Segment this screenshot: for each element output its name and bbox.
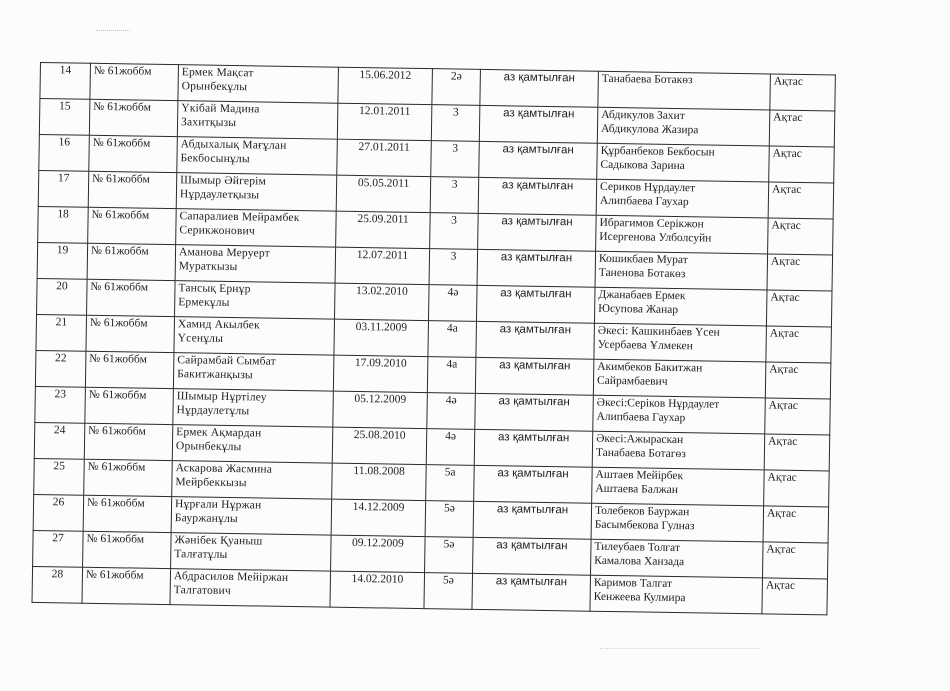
student-patronymic: Бауржанұлы [174, 512, 238, 526]
birth-date-cell: 05.05.2011 [336, 175, 431, 212]
student-patronymic: Талгатович [173, 584, 232, 598]
status-cell: аз қамтылған [473, 537, 592, 575]
school-cell: № 61жоббм [88, 171, 177, 208]
birth-date-cell: 15.06.2012 [338, 67, 433, 104]
parents-cell [598, 71, 771, 110]
row-number: 17 [38, 170, 89, 207]
class-cell: 2ә [432, 69, 481, 106]
student-name: Тансық Ернұр [178, 282, 251, 296]
parent-line-2: Сайрамбаевич [596, 374, 668, 388]
roster-body [32, 63, 835, 615]
class-cell: 3 [430, 177, 479, 214]
row-number: 28 [32, 566, 83, 603]
student-patronymic: Үсенұлы [177, 332, 224, 345]
school-cell: № 61жоббм [88, 207, 177, 244]
student-name: Нұрғали Нұржан [174, 498, 262, 512]
student-name-cell [173, 389, 334, 428]
student-name-cell [173, 353, 334, 392]
parent-line-2: Аштаева Балжан [595, 482, 678, 497]
row-number: 21 [36, 314, 87, 351]
parent-line-1: Абдикулов Захит [601, 108, 685, 123]
parents-cell [596, 179, 769, 218]
student-name-cell [178, 65, 339, 104]
student-name: Үкібай Мадина [181, 102, 260, 116]
parent-line-1: Әкесі:Серіков Нұрдаулет [596, 396, 720, 411]
student-patronymic: Захитқызы [180, 116, 237, 130]
student-patronymic: Ермекұлы [178, 296, 230, 310]
parent-line-1: Джанабаев Ермек [598, 288, 686, 303]
student-name: Аманова Меруерт [178, 246, 270, 260]
student-name-cell [177, 137, 338, 176]
status-cell: аз қамтылған [476, 321, 595, 359]
class-cell: 3 [429, 249, 478, 286]
row-number: 25 [34, 458, 85, 495]
student-patronymic: Бакитжанқызы [177, 368, 254, 382]
student-patronymic: Орынбекұлы [181, 80, 248, 94]
student-name: Ермек Мақсат [181, 66, 254, 80]
class-cell: 3 [431, 141, 480, 178]
status-cell: аз қамтылған [477, 249, 596, 287]
birth-date-cell: 27.01.2011 [337, 139, 432, 176]
parent-line-2: Басымбекова Гулназ [594, 518, 695, 533]
parent-line-1: Аштаев Мейірбек [595, 468, 684, 483]
student-name: Шымыр Әйгерім [180, 174, 267, 188]
birth-date-cell: 13.02.2010 [334, 283, 429, 320]
school-cell: № 61жоббм [90, 63, 179, 100]
status-cell: аз қамтылған [479, 105, 598, 143]
student-name: Аскарова Жасмина [175, 462, 273, 476]
locality-cell: Ақтас [765, 398, 831, 435]
school-cell: № 61жоббм [87, 243, 176, 280]
student-name: Абдыхалық Мағұлан [180, 138, 287, 152]
student-name: Сапаралиев Мейрамбек [179, 210, 300, 225]
school-cell: № 61жоббм [86, 315, 175, 352]
locality-cell: Ақтас [768, 182, 834, 219]
parent-line-1: Толебеков Бауржан [594, 504, 690, 519]
status-cell: аз қамтылған [473, 501, 592, 539]
locality-cell: Ақтас [764, 434, 830, 471]
row-number: 18 [38, 206, 89, 243]
row-number: 27 [33, 530, 84, 567]
school-cell: № 61жоббм [82, 567, 171, 604]
parent-line-2: Таненова Ботакөз [598, 266, 686, 281]
student-name: Хамид Акылбек [177, 318, 260, 332]
student-name-cell [175, 281, 336, 320]
class-cell: 3 [431, 105, 480, 142]
locality-cell: Ақтас [769, 110, 835, 147]
student-patronymic: Бекбосынұлы [180, 152, 250, 166]
parents-cell [591, 503, 764, 542]
student-name: Шымыр Нұртілеу [176, 390, 267, 404]
parents-cell [594, 287, 767, 326]
parents-cell [591, 539, 764, 578]
class-cell: 4а [428, 321, 477, 358]
birth-date-cell: 03.11.2009 [334, 319, 429, 356]
status-cell: аз қамтылған [480, 69, 599, 107]
class-cell: 5а [426, 465, 475, 502]
parent-line-2: Абдикулова Жазира [600, 122, 699, 137]
student-patronymic: Мураткызы [178, 260, 238, 274]
student-roster-table [32, 62, 836, 615]
student-name-cell [170, 569, 331, 608]
parents-cell [597, 143, 770, 182]
student-name-cell [176, 173, 337, 212]
student-name: Жәнібек Қуаныш [174, 534, 263, 548]
student-patronymic: Нұрдаулетқызы [179, 188, 260, 202]
parents-cell [596, 215, 769, 254]
status-cell: аз қамтылған [472, 573, 591, 611]
student-patronymic: Серикжонович [179, 224, 255, 238]
parents-cell [592, 431, 765, 470]
parent-line-1: Тилеубаев Толгат [594, 540, 681, 555]
student-name-cell [172, 461, 333, 500]
parent-line-2: Юсупова Жанар [598, 302, 679, 317]
parents-cell [597, 107, 770, 146]
student-name-cell [171, 497, 332, 536]
status-cell: аз қамтылған [474, 429, 593, 467]
student-patronymic: Мейрбеккызы [175, 476, 247, 490]
parent-line-1: Каримов Талгат [593, 576, 673, 590]
scan-artifact [96, 30, 130, 35]
school-cell: № 61жоббм [85, 351, 174, 388]
row-number: 14 [40, 63, 91, 100]
locality-cell: Ақтас [768, 218, 834, 255]
row-number: 15 [39, 99, 90, 136]
locality-cell: Ақтас [766, 326, 832, 363]
row-number: 16 [39, 134, 90, 171]
school-cell: № 61жоббм [83, 495, 172, 532]
birth-date-cell: 12.07.2011 [335, 247, 430, 284]
locality-cell: Ақтас [765, 362, 831, 399]
parent-line-2: Алипбаева Гаухар [599, 194, 689, 209]
parent-line-1: Кошикбаев Мурат [598, 252, 688, 267]
school-cell: № 61жоббм [84, 459, 173, 496]
student-name-cell [171, 533, 332, 572]
student-patronymic: Нұрдаулетұлы [176, 404, 250, 418]
parent-line-1: Әкесі:Ажыраскан [596, 432, 684, 447]
row-number: 20 [37, 278, 88, 315]
status-cell: аз қамтылған [474, 465, 593, 503]
status-cell: аз қамтылған [478, 213, 597, 251]
locality-cell: Ақтас [763, 506, 829, 543]
class-cell: 4ә [426, 429, 475, 466]
parent-line-2: Камалова Ханзада [594, 554, 685, 569]
class-cell: 5ә [425, 537, 474, 574]
student-name: Абдрасилов Мейіржан [173, 570, 289, 584]
status-cell: аз қамтылған [478, 177, 597, 215]
row-number: 26 [33, 494, 84, 531]
parent-line-1: Ибрагимов Серікжон [599, 216, 704, 231]
school-cell: № 61жоббм [83, 531, 172, 568]
locality-cell: Ақтас [762, 578, 828, 615]
parents-cell [595, 251, 768, 290]
student-name-cell [174, 317, 335, 356]
birth-date-cell: 25.09.2011 [336, 211, 431, 248]
student-name: Ермек Ақмардан [176, 426, 262, 440]
class-cell: 5ә [424, 573, 473, 610]
parents-cell [594, 323, 767, 362]
parent-line-1: Әкесі: Кашкинбаев Үсен [597, 324, 720, 339]
locality-cell: Ақтас [770, 74, 836, 111]
locality-cell: Ақтас [764, 470, 830, 507]
birth-date-cell: 14.02.2010 [330, 571, 425, 608]
parents-cell [593, 359, 766, 398]
parent-line-1: Құрбанбеков Бекбосын [600, 144, 715, 159]
parent-line-2: Исергенова Улболсуйн [599, 230, 712, 245]
school-cell: № 61жоббм [89, 135, 178, 172]
class-cell: 4ә [427, 393, 476, 430]
locality-cell: Ақтас [769, 146, 835, 183]
row-number: 24 [34, 422, 85, 459]
scan-artifact [600, 648, 760, 651]
parent-line-2: Кенжеева Кулмира [593, 590, 686, 605]
status-cell: аз қамтылған [476, 285, 595, 323]
parent-line-2: Алипбаева Гаухар [596, 410, 686, 425]
birth-date-cell: 25.08.2010 [332, 427, 427, 464]
class-cell: 4ә [428, 285, 477, 322]
locality-cell: Ақтас [767, 254, 833, 291]
student-name-cell [175, 245, 336, 284]
row-number: 23 [35, 386, 86, 423]
row-number: 19 [37, 242, 88, 279]
status-cell: аз қамтылған [479, 141, 598, 179]
birth-date-cell: 17.09.2010 [333, 355, 428, 392]
locality-cell: Ақтас [766, 290, 832, 327]
student-patronymic: Орынбекұлы [175, 440, 242, 454]
school-cell: № 61жоббм [89, 99, 178, 136]
parent-line-2: Усербаева Ұлмекен [597, 338, 693, 353]
parent-line-2: Танабаева Ботагөз [595, 446, 686, 461]
student-name-cell [172, 425, 333, 464]
student-patronymic: Талғатұлы [174, 548, 228, 562]
parent-line-1: Танабаева Ботакөз [601, 72, 693, 87]
birth-date-cell: 12.01.2011 [337, 103, 432, 140]
birth-date-cell: 05.12.2009 [333, 391, 428, 428]
locality-cell: Ақтас [762, 542, 828, 579]
birth-date-cell: 14.12.2009 [331, 499, 426, 536]
student-name-cell [177, 101, 338, 140]
student-name-cell [176, 209, 337, 248]
row-number: 22 [35, 350, 86, 387]
parent-line-1: Сериков Нұрдаулет [600, 180, 696, 195]
class-cell: 3 [430, 213, 479, 250]
school-cell: № 61жоббм [85, 387, 174, 424]
school-cell: № 61жоббм [87, 279, 176, 316]
status-cell: аз қамтылған [475, 357, 594, 395]
class-cell: 4а [427, 357, 476, 394]
student-name: Сайрамбай Сымбат [177, 354, 277, 368]
parents-cell [593, 395, 766, 434]
class-cell: 5ә [425, 501, 474, 538]
parent-line-2: Садыкова Зарина [600, 158, 685, 173]
status-cell: аз қамтылған [475, 393, 594, 431]
parents-cell [590, 575, 763, 614]
parents-cell [592, 467, 765, 506]
parent-line-1: Акимбеков Бакитжан [597, 360, 703, 375]
school-cell: № 61жоббм [84, 423, 173, 460]
birth-date-cell: 11.08.2008 [332, 463, 427, 500]
birth-date-cell: 09.12.2009 [331, 535, 426, 572]
